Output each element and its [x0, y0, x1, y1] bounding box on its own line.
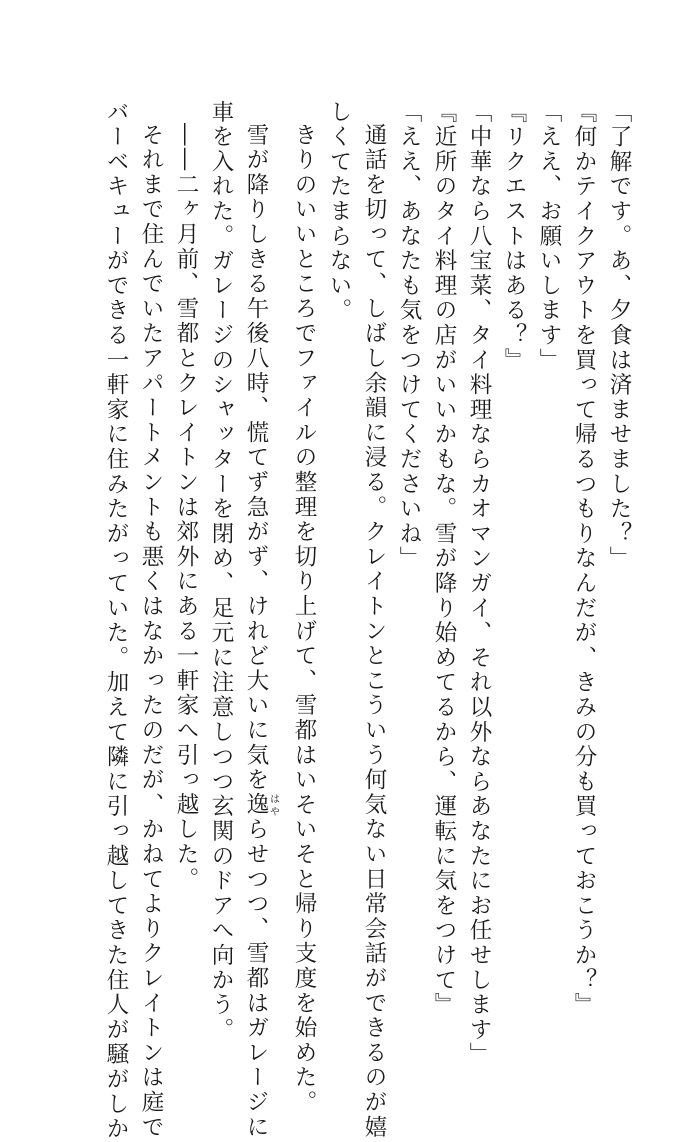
text-line-14: それまで住んでいたアパートメントも悪くはなかったのだが、かねてよりクレイトンは庭で — [138, 122, 164, 1140]
text-line-15: バーベキューができる一軒家に住みたがっていた。加えて隣に引っ越してきた住人が騒がしか — [103, 100, 129, 1142]
ruby-reading: はや — [267, 792, 279, 817]
text-line-2: 『何かテイクアウトを買って帰るつもりなんだが、きみの分も買っておこうか？』 — [571, 100, 597, 1018]
text-line-11-end: せつつ、雪都はガレージに — [243, 841, 269, 1140]
text-line-12: 車を入れた。ガレージのシャッターを閉め、足元に注意しつつ玄関のドアへ向かう。 — [208, 100, 234, 1043]
text-line-11: 雪が降りしきる午後八時、慌てず急がず、けれど大いに気を逸はやらせつつ、雪都はガレージに — [243, 122, 279, 1140]
text-line-7: 「ええ、あなたも気をつけてくださいね」 — [396, 100, 422, 572]
text-line-10: きりのいいところでファイルの整理を切り上げて、雪都はいそいそと帰り支度を始めた。 — [291, 122, 317, 1115]
text-line-13: ――二ヶ月前、雪都とクレイトンは郊外にある一軒家へ引っ越した。 — [173, 122, 199, 892]
text-line-4: 『リクエストはある？』 — [501, 100, 527, 373]
text-line-11-start: 雪が降りしきる午後八時、慌てず急がず、けれど大いに気を — [243, 122, 269, 793]
paragraph-gap — [278, 100, 286, 960]
text-line-6: 『近所のタイ料理の店がいいかもな。雪が降り始めてるから、運転に気をつけて』 — [431, 100, 457, 1018]
text-line-5: 「中華なら八宝菜、タイ料理ならカオマンガイ、それ以外ならあなたにお任せします」 — [466, 100, 492, 1068]
text-line-1: 「了解です。あ、夕食は済ませました？」 — [606, 100, 632, 572]
ruby-annotation: 逸はや — [243, 792, 279, 817]
vertical-text-body — [98, 100, 636, 1142]
text-line-9: しくてたまらない。 — [326, 100, 352, 324]
text-line-3: 「ええ、お願いします」 — [536, 100, 562, 373]
text-line-8: 通話を切って、しばし余韻に浸る。クレイトンとこういう何気ない日常会話ができるのが嬉 — [361, 122, 387, 1140]
